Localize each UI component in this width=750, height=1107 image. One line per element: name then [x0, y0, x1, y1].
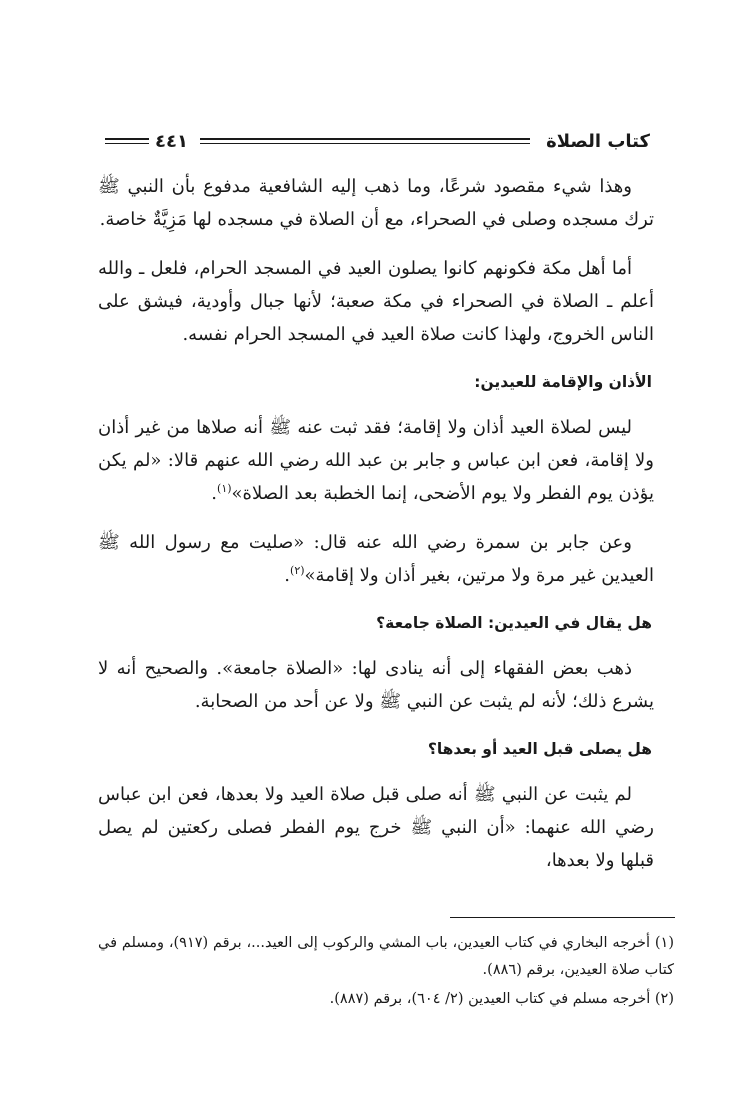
- footnote-1: (١) أخرجه البخاري في كتاب العيدين، باب المشي والركوب إلى العيد...، برقم (٩١٧)، ومسلم في كتاب صلاة العيدين، برقم (٨٨٦).: [98, 935, 674, 978]
- footnote-separator: [450, 917, 675, 918]
- footnotes: [98, 930, 674, 1015]
- page-header: [105, 126, 650, 156]
- paragraph: أما أهل مكة فكونهم كانوا يصلون العيد في المسجد الحرام، فلعل ـ والله أعلم ـ الصلاة في الصحراء في مكة صعبة؛ لأنها جبال وأودية، فيشق على الناس الخروج، ولهذا كانت صلاة العيد في المسجد الحرام نفسه.: [98, 258, 654, 345]
- paragraph: لم يثبت عن النبي ﷺ أنه صلى قبل صلاة العيد ولا بعدها، فعن ابن عباس رضي الله عنهما: «أن النبي ﷺ خرج يوم الفطر فصلى ركعتين لم يصل قبلها ولا بعدها،: [98, 784, 654, 871]
- section-heading-prayer-before-after: هل يصلى قبل العيد أو بعدها؟: [427, 740, 652, 758]
- footnote-2: (٢) أخرجه مسلم في كتاب العيدين (٢/ ٦٠٤)، برقم (٨٨٧).: [329, 991, 674, 1007]
- section-heading-call: هل يقال في العيدين: الصلاة جامعة؟: [376, 614, 652, 632]
- paragraph-text: وعن جابر بن سمرة رضي الله عنه قال: «صليت مع رسول الله ﷺ العيدين غير مرة ولا مرتين، بغير أذان ولا إقامة»: [98, 532, 654, 586]
- paragraph: وهذا شيء مقصود شرعًا، وما ذهب إليه الشافعية مدفوع بأن النبي ﷺ ترك مسجده وصلى في الصحراء، مع أن الصلاة في مسجده لها مَزِيَّةٌ خاصة.: [98, 176, 654, 230]
- paragraph-end: .: [211, 483, 218, 504]
- paragraph: [98, 526, 654, 592]
- header-rule: [200, 138, 530, 144]
- footnote-ref-1[interactable]: (١): [217, 482, 232, 495]
- paragraph: ذهب بعض الفقهاء إلى أنه ينادى لها: «الصلاة جامعة». والصحيح أنه لا يشرع ذلك؛ لأنه لم يثبت عن النبي ﷺ ولا عن أحد من الصحابة.: [98, 658, 654, 712]
- footnote-ref-2[interactable]: (٢): [290, 564, 305, 577]
- book-title: كتاب الصلاة: [546, 130, 650, 152]
- paragraph: [98, 411, 654, 510]
- section-heading-adhan: الأذان والإقامة للعيدين:: [474, 373, 652, 391]
- page-number: ٤٤١: [155, 130, 188, 152]
- paragraph-text: ليس لصلاة العيد أذان ولا إقامة؛ فقد ثبت عنه ﷺ أنه صلاها من غير أذان ولا إقامة، فعن ابن عباس و جابر بن عبد الله رضي الله عنهم قالا: «لم يكن يؤذن يوم الفطر ولا يوم الأضحى، إنما الخطبة بعد الصلاة»: [98, 417, 654, 504]
- header-rule-short: [105, 138, 149, 144]
- main-text: [98, 170, 654, 893]
- paragraph-end: .: [284, 565, 291, 586]
